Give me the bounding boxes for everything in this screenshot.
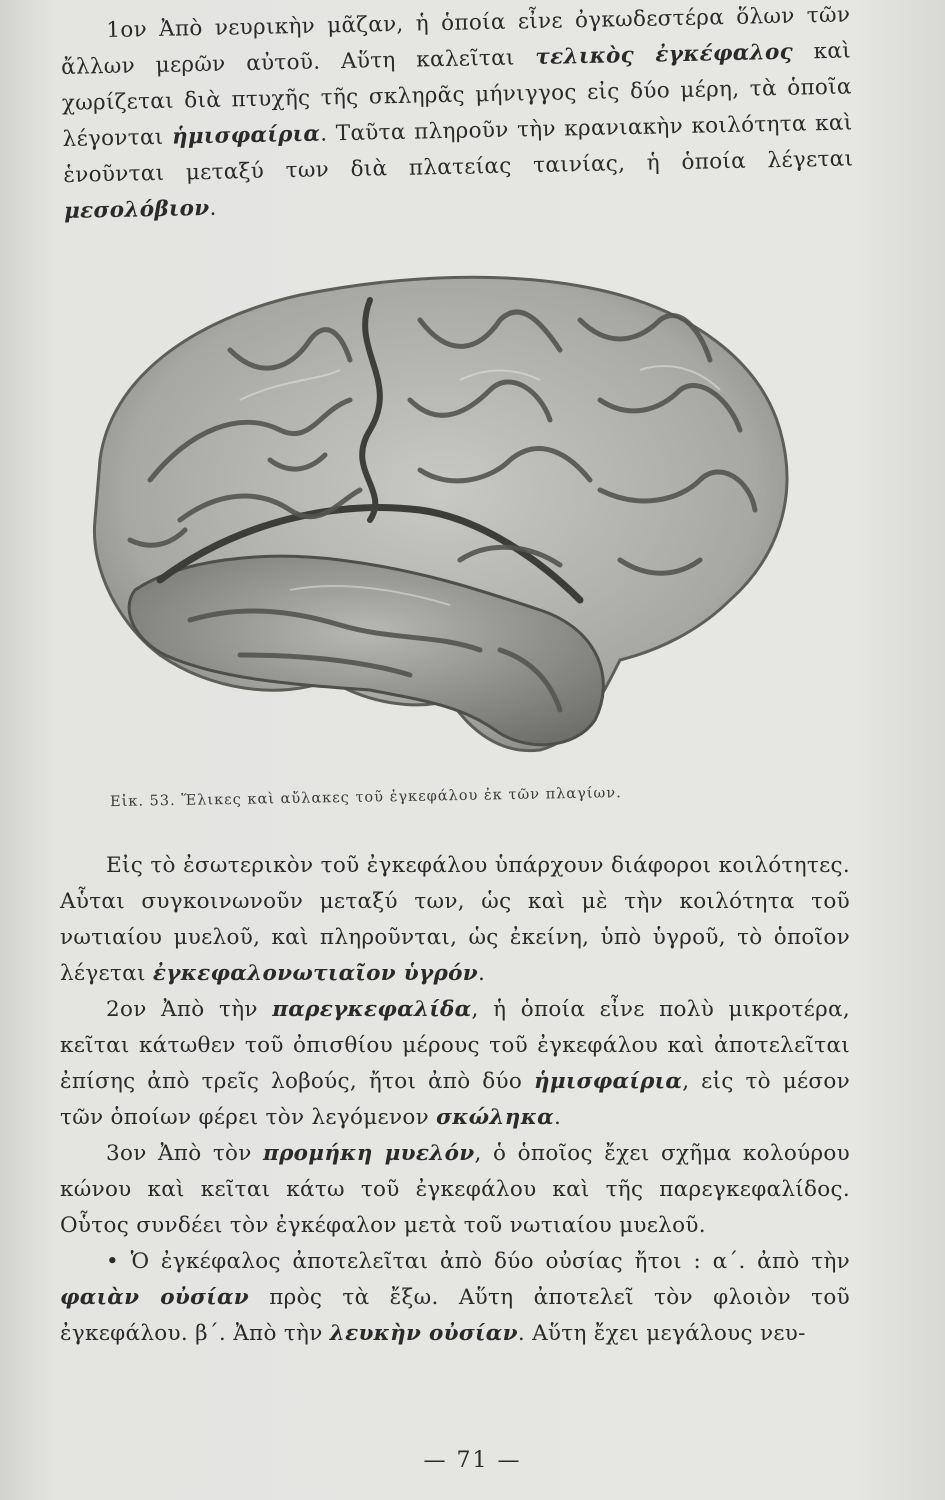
text-span: . — [554, 1105, 562, 1130]
text-span: πρὸς τὰ ἔξω. Αὕτη ἀποτελεῖ τὸν φλοιὸν τοῦ ἐγκεφάλου. β΄. Ἀπὸ τὴν — [60, 1285, 850, 1346]
text-span: . — [209, 195, 217, 221]
term-corpus-callosum: μεσολόβιον — [63, 195, 210, 224]
paragraph-cerebrum — [60, 0, 854, 230]
text-span: . — [477, 961, 486, 986]
term-cerebellum: παρεγκεφαλίδα — [272, 997, 472, 1022]
term-hemispheres: ἡμισφαίρια — [171, 121, 321, 150]
text-span: καὶ χωρίζεται διὰ πτυχῆς τῆς σκληρᾶς μήνιγγος εἰς δύο μέρη, τὰ ὁποῖα λέγονται — [61, 38, 852, 152]
term-telencephalon: τελικὸς ἐγκέφαλος — [535, 39, 794, 71]
brain-figure — [40, 260, 810, 760]
top-paragraph — [60, 0, 854, 230]
text-span: • Ὁ ἐγκέφαλος ἀποτελεῖται ἀπὸ δύο οὐσίας ἤτοι : α΄. ἀπὸ τὴν — [106, 1249, 850, 1274]
text-span: , ὁ ὁποῖος ἔχει σχῆμα κολούρου κώνου καὶ κεῖται κάτω τοῦ ἐγκεφάλου καὶ τῆς παρεγκεφαλίδος. Οὗτος συνδέει τὸν ἐγκέφαλον μετὰ τοῦ νωτιαίου μυελοῦ. — [60, 1141, 850, 1238]
text-span: 1ον Ἀπὸ νευρικὴν μᾶζαν, ἡ ὁποία εἶνε ὀγκωδεστέρα ὅλων τῶν ἄλλων μερῶν αὐτοῦ. Αὕτη καλεῖται — [60, 2, 851, 80]
bottom-text — [60, 848, 850, 1352]
paragraph-cerebellum — [60, 992, 850, 1136]
figure-caption: Εἰκ. 53. Ἕλικες καὶ αὔλακες τοῦ ἐγκεφάλου ἐκ τῶν πλαγίων. — [109, 785, 622, 811]
term-cerebrospinal-fluid: ἐγκεφαλονωτιαῖον ὑγρόν — [152, 961, 478, 986]
term-hemispheres: ἡμισφαίρια — [533, 1069, 683, 1094]
text-span: , ἡ ὁποία εἶνε πολὺ μικροτέρα, κεῖται κάτωθεν τοῦ ὀπισθίου μέρους τοῦ ἐγκεφάλου καὶ ἀποτελεῖται ἐπίσης ἀπὸ τρεῖς λοβούς, ἤτοι ἀπὸ δύο — [60, 997, 850, 1094]
term-white-matter: λευκὴν οὐσίαν — [329, 1321, 518, 1346]
text-span: . Αὕτη ἔχει μεγάλους νευ- — [517, 1321, 806, 1346]
text-span: 3ον Ἀπὸ τὸν — [106, 1141, 264, 1166]
term-vermis: σκώληκα — [436, 1105, 554, 1130]
text-span: Εἰς τὸ ἐσωτερικὸν τοῦ ἐγκεφάλου ὑπάρχουν διάφοροι κοιλότητες. Αὗται συγκοινωνοῦν μεταξύ των, ὡς καὶ μὲ τὴν κοιλότητα τοῦ νωτιαίου μυελοῦ, καὶ πληροῦνται, ὡς ἐκείνη, ὑπὸ ὑγροῦ, τὸ ὁποῖον λέγεται — [60, 853, 850, 986]
term-medulla-oblongata: προμήκη μυελόν — [263, 1141, 475, 1166]
paragraph-substances — [60, 1244, 850, 1352]
page-number: — 71 — — [423, 1448, 522, 1473]
term-grey-matter: φαιὰν οὐσίαν — [60, 1285, 250, 1310]
paragraph-medulla — [60, 1136, 850, 1244]
brain-illustration — [40, 260, 810, 760]
text-span: , εἰς τὸ μέσον τῶν ὁποίων φέρει τὸν λεγόμενον — [60, 1069, 851, 1130]
text-span: . Ταῦτα πληροῦν τὴν κρανιακὴν κοιλότητα καὶ ἑνοῦνται μεταξύ των διὰ πλατείας ταινίας, ἡ ὁποία λέγεται — [63, 110, 854, 188]
paragraph-ventricles — [60, 848, 850, 992]
text-span: 2ον Ἀπὸ τὴν — [106, 997, 273, 1022]
